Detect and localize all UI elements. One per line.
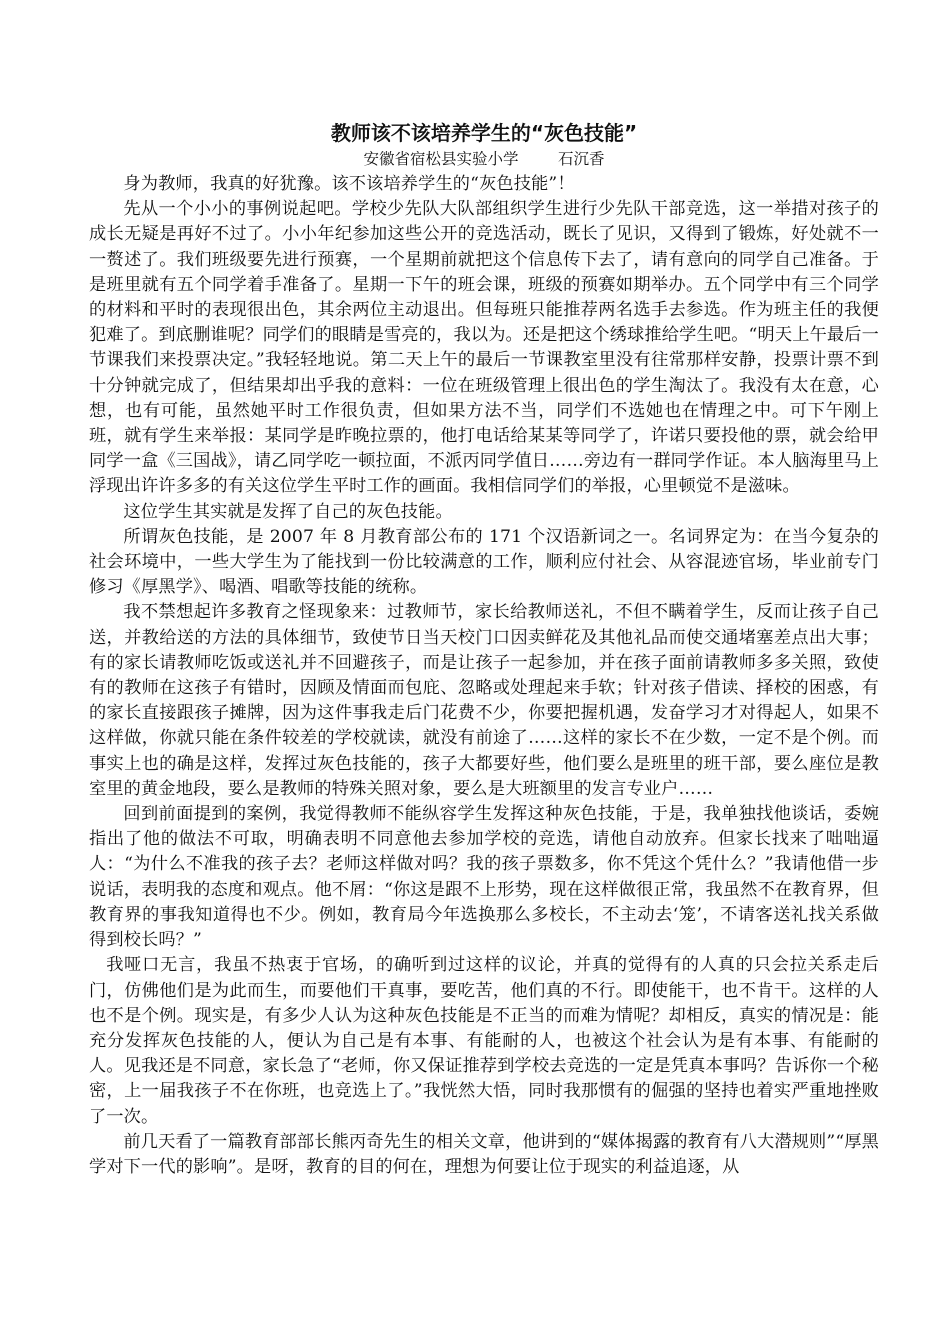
document-page bbox=[89, 118, 879, 1180]
paragraph-7: 我哑口无言，我虽不热衷于官场，的确听到过这样的议论，并真的觉得有的人真的只会拉关系走后门，仿佛他们是为此而生，而要他们干真事，要吃苦，他们真的不行。即使能干，也不肯干。这样的人也不是个例。现实是，有多少人认为这种灰色技能是不正当的而难为情呢？却相反，真实的情况是：能充分发挥灰色技能的人，便认为自己是有本事、有能耐的人，也被这个社会认为是有本事、有能耐的人。见我还是不同意，家长急了“老师，你又保证推荐到学校去竞选的一定是凭真本事吗？告诉你一个秘密，上一届我孩子不在你班，也竞选上了。”我恍然大悟，同时我那惯有的倔强的坚持也着实严重地挫败了一次。 bbox=[89, 955, 879, 1127]
paragraph-5: 我不禁想起许多教育之怪现象来：过教师节，家长给教师送礼，不但不瞒着学生，反而让孩子自己送，并教给送的方法的具体细节，致使节日当天校门口因卖鲜花及其他礼品而使交通堵塞差点出大事；有的家长请教师吃饭或送礼并不回避孩子，而是让孩子一起参加，并在孩子面前请教师多多关照，致使有的教师在这孩子有错时，因顾及情面而包庇、忽略或处理起来手软；针对孩子借读、择校的困惑，有的家长直接跟孩子摊牌，因为这件事我走后门花费不少，你要把握机遇，发奋学习才对得起人，如果不这样做，你就只能在条件较差的学校就读，就没有前途了……这样的家长不在少数，一定不是个例。而事实上也的确是这样，发挥过灰色技能的，孩子大都要好些，他们要么是班里的班干部，要么座位是教室里的黄金地段，要么是教师的特殊关照对象，要么是大班额里的发言专业户…… bbox=[89, 602, 879, 799]
paragraph-6: 回到前面提到的案例，我觉得教师不能纵容学生发挥这种灰色技能，于是，我单独找他谈话，委婉指出了他的做法不可取，明确表明不同意他去参加学校的竞选，请他自动放弃。但家长找来了咄咄逼人：“为什么不准我的孩子去？老师这样做对吗？我的孩子票数多，你不凭这个凭什么？”我请他借一步说话，表明我的态度和观点。他不屑：“你这是跟不上形势，现在这样做很正常，我虽然不在教育界，但教育界的事我知道得也不少。例如，教育局今年选换那么多校长，不主动去‘笼’，不请客送礼找关系做得到校长吗？” bbox=[89, 804, 879, 951]
author-byline: 安徽省宿松县实验小学 石沉香 bbox=[363, 150, 605, 168]
paragraph-4: 所谓灰色技能，是 2007 年 8 月教育部公布的 171 个汉语新词之一。名词界定为：在当今复杂的社会环境中，一些大学生为了能找到一份比较满意的工作，顺利应付社会、从容混迹官场，毕业前专门修习《厚黑学》、喝酒、唱歌等技能的统称。 bbox=[89, 526, 879, 598]
article-title: 教师该不该培养学生的“灰色技能” bbox=[330, 121, 638, 145]
paragraph-1: 身为教师，我真的好犹豫。该不该培养学生的“灰色技能”！ bbox=[123, 174, 575, 194]
paragraph-3: 这位学生其实就是发挥了自己的灰色技能。 bbox=[123, 501, 453, 522]
paragraph-8: 前几天看了一篇教育部部长熊丙奇先生的相关文章，他讲到的“媒体揭露的教育有八大潜规则”“厚黑学对下一代的影响”。是呀，教育的目的何在，理想为何要让位于现实的利益追逐，从 bbox=[89, 1131, 879, 1177]
paragraph-2: 先从一个小小的事例说起吧。学校少先队大队部组织学生进行少先队干部竞选，这一举措对孩子的成长无疑是再好不过了。小小年纪参加这些公开的竞选活动，既长了见识，又得到了锻炼，好处就不一一赘述了。我们班级要先进行预赛，一个星期前就把这个信息传下去了，请有意向的同学自己准备。于是班里就有五个同学着手准备了。星期一下午的班会课，班级的预赛如期举办。五个同学中有三个同学的材料和平时的表现很出色，其余两位主动退出。但每班只能推荐两名选手去参选。作为班主任的我便犯难了。到底删谁呢？同学们的眼睛是雪亮的，我以为。还是把这个绣球推给学生吧。“明天上午最后一节课我们来投票决定。”我轻轻地说。第二天上午的最后一节课教室里没有往常那样安静，投票计票不到十分钟就完成了，但结果却出乎我的意料：一位在班级管理上很出色的学生淘汰了。我没有太在意，心想，也有可能，虽然她平时工作很负责，但如果方法不当，同学们不选她也在情理之中。可下午刚上班，就有学生来举报：某同学是昨晚拉票的，他打电话给某某等同学了，许诺只要投他的票，就会给甲同学一盒《三国战》，请乙同学吃一顿拉面，不派丙同学值日……旁边有一群同学作证。本人脑海里马上浮现出许许多多的有关这位学生平时工作的画面。我相信同学们的举报，心里顿觉不是滋味。 bbox=[89, 199, 879, 497]
